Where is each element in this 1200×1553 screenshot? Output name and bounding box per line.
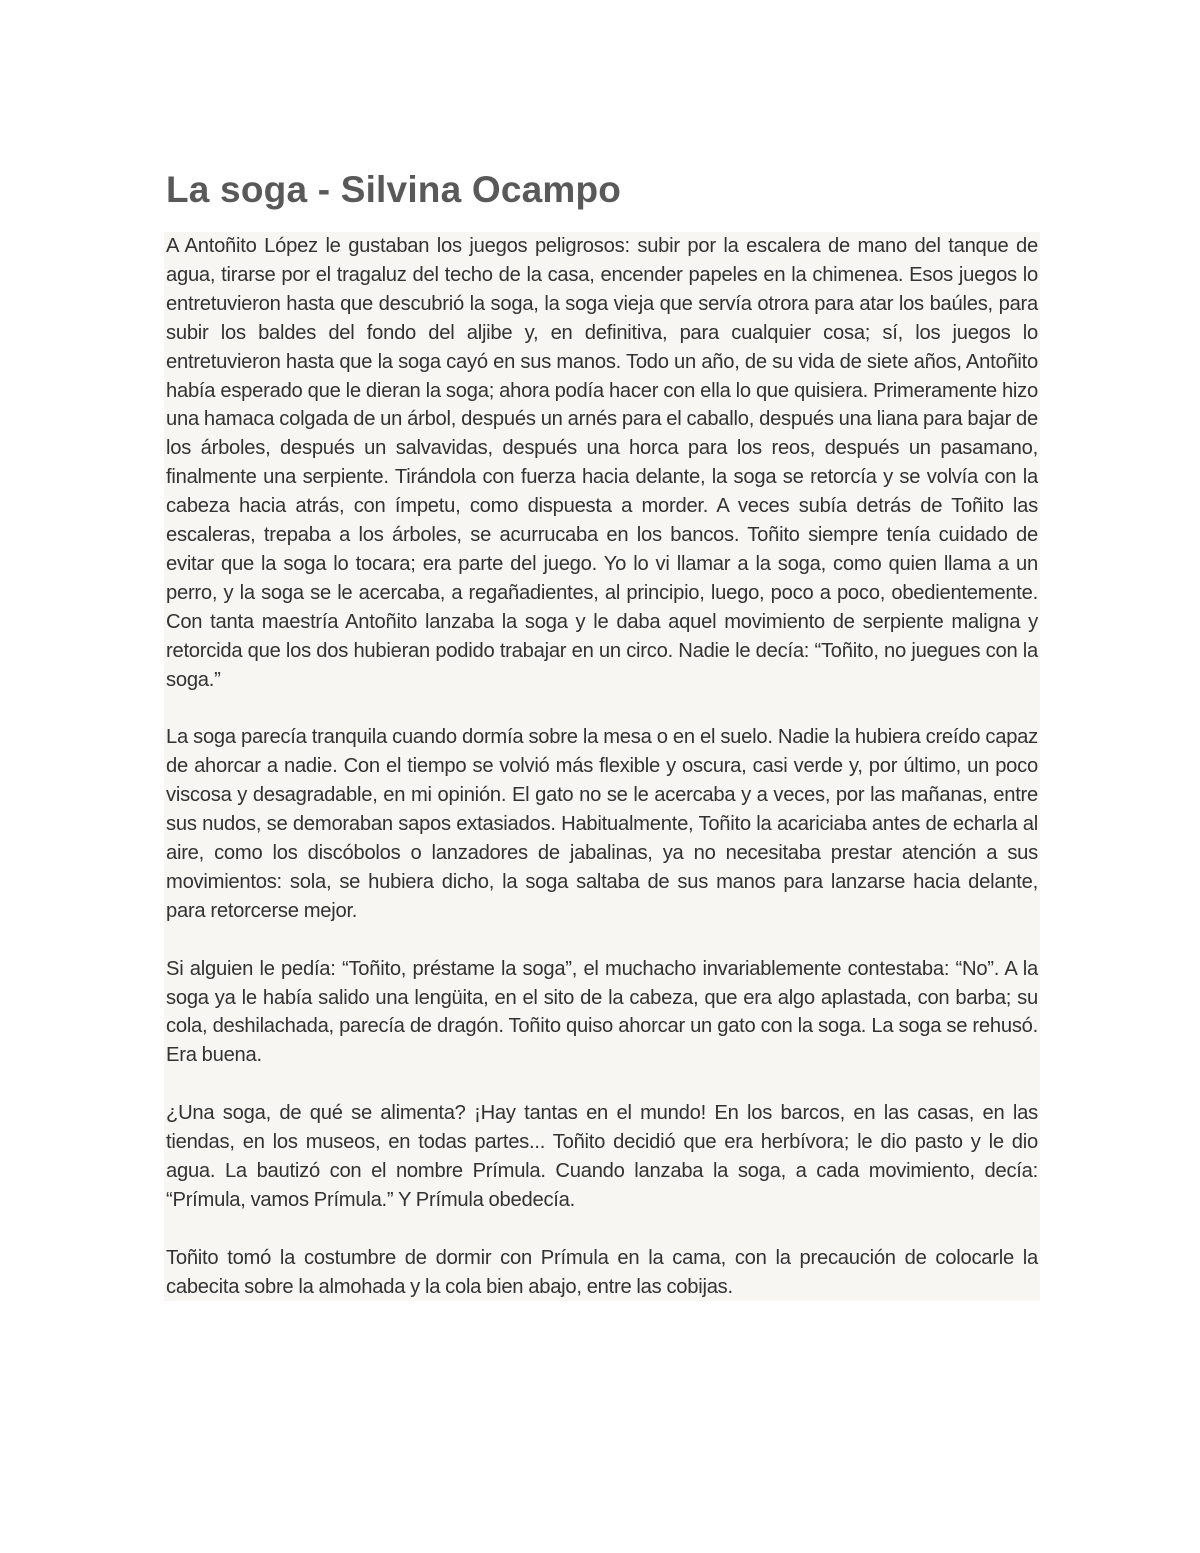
document-title: La soga - Silvina Ocampo (166, 169, 622, 210)
paragraph-1: A Antoñito López le gustaban los juegos peligrosos: subir por la escalera de mano del tanque de agua, tirarse por el tragaluz del techo de la casa, encender papeles en la chimenea. Esos juegos lo entretuvieron hasta que descubrió la soga, la soga vieja que servía otrora para atar los baúles, para subir los baldes del fondo del aljibe y, en definitiva, para cualquier cosa; sí, los juegos lo entretuvieron hasta que la soga cayó en sus manos. Todo un año, de su vida de siete años, Antoñito había esperado que le dieran la soga; ahora podía hacer con ella lo que quisiera. Primeramente hizo una hamaca colgada de un árbol, después un arnés para el caballo, después una liana para bajar de los árboles, después un salvavidas, después una horca para los reos, después un pasamano, finalmente una serpiente. Tirándola con fuerza hacia delante, la soga se retorcía y se volvía con la cabeza hacia atrás, con ímpetu, como dispuesta a morder. A veces subía detrás de Toñito las escaleras, trepaba a los árboles, se acurrucaba en los bancos. Toñito siempre tenía cuidado de evitar que la soga lo tocara; era parte del juego. Yo lo vi llamar a la soga, como quien llama a un perro, y la soga se le acercaba, a regañadientes, al principio, luego, poco a poco, obedientemente. Con tanta maestría Antoñito lanzaba la soga y le daba aquel movimiento de serpiente maligna y retorcida que los dos hubieran podido trabajar en un circo. Nadie le decía: “Toñito, no juegues con la soga.” (166, 235, 1038, 691)
paragraph-2: La soga parecía tranquila cuando dormía sobre la mesa o en el suelo. Nadie la hubiera creído capaz de ahorcar a nadie. Con el tiempo se volvió más flexible y oscura, casi verde y, por último, un poco viscosa y desagradable, en mi opinión. El gato no se le acercaba y a veces, por las mañanas, entre sus nudos, se demoraban sapos extasiados. Habitualmente, Toñito la acariciaba antes de echarla al aire, como los discóbolos o lanzadores de jabalinas, ya no necesitaba prestar atención a sus movimientos: sola, se hubiera dicho, la soga saltaba de sus manos para lanzarse hacia delante, para retorcerse mejor. (166, 726, 1038, 922)
paragraph-3: Si alguien le pedía: “Toñito, préstame la soga”, el muchacho invariablemente contestaba: “No”. A la soga ya le había salido una lengüita, en el sito de la cabeza, que era algo aplastada, con barba; su cola, deshilachada, parecía de dragón. Toñito quiso ahorcar un gato con la soga. La soga se rehusó. Era buena. (166, 957, 1038, 1067)
paragraph-5: Toñito tomó la costumbre de dormir con Prímula en la cama, con la precaución de colocarle la cabecita sobre la almohada y la cola bien abajo, entre las cobijas. (166, 1246, 1038, 1298)
document-body (164, 232, 1040, 1301)
paragraph-4: ¿Una soga, de qué se alimenta? ¡Hay tantas en el mundo! En los barcos, en las casas, en las tiendas, en los museos, en todas partes... Toñito decidió que era herbívora; le dio pasto y le dio agua. La bautizó con el nombre Prímula. Cuando lanzaba la soga, a cada movimiento, decía: “Prímula, vamos Prímula.” Y Prímula obedecía. (166, 1102, 1038, 1211)
